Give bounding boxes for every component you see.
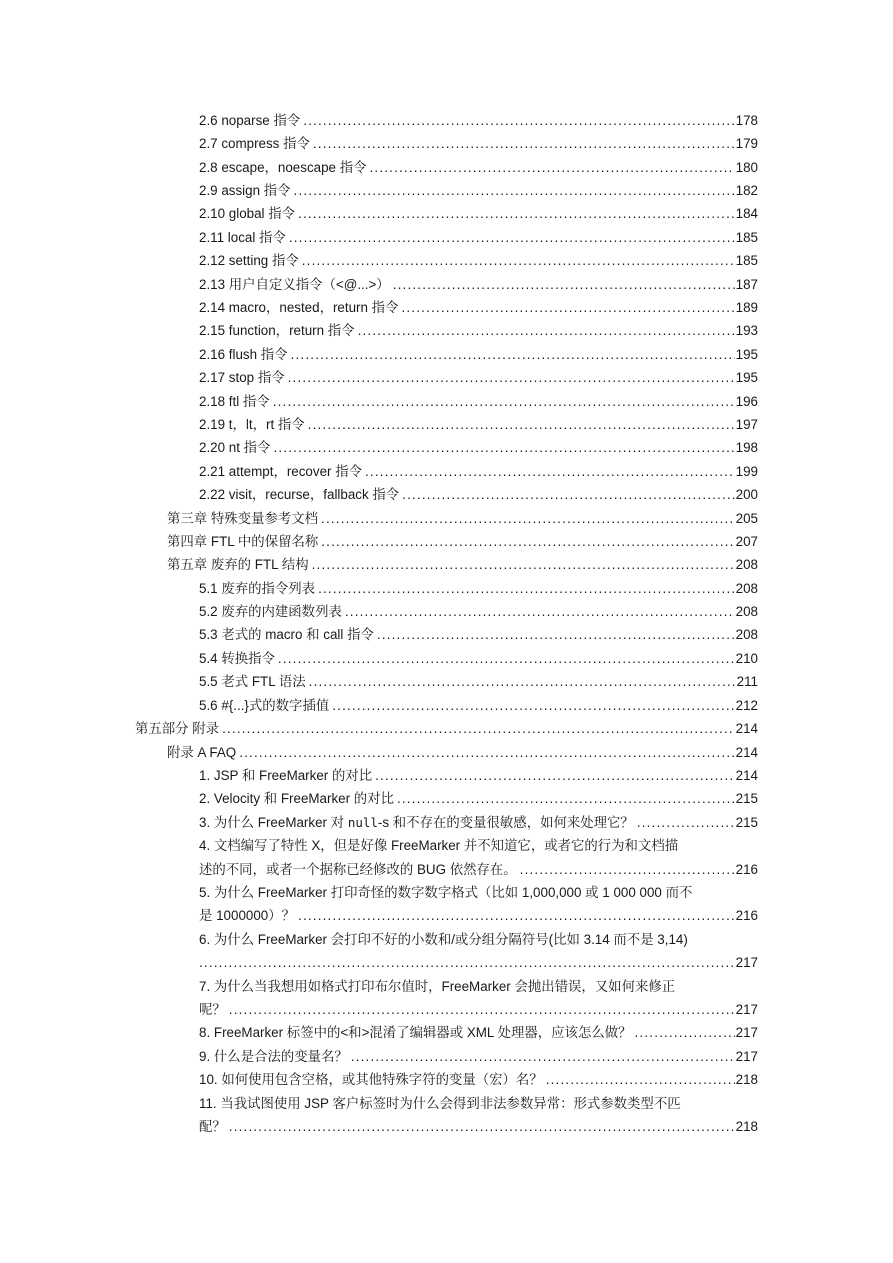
toc-entry-title: 2.22 visit，recurse，fallback 指令	[199, 487, 400, 502]
toc-entry-title: 5.5 老式 FTL 语法	[199, 674, 306, 689]
toc-entry-page: 211	[736, 674, 758, 689]
dot-leader	[222, 720, 735, 738]
dot-leader	[358, 322, 735, 340]
title-part: -s 和不存在的变量很敏感，如何来处理它？	[377, 815, 634, 830]
toc-entry[interactable]	[199, 599, 758, 621]
toc-entry-title: 第三章 特殊变量参考文档	[167, 511, 319, 526]
toc-entry-title: 5.6 #{...}式的数字插值	[199, 698, 330, 713]
toc-entry[interactable]	[199, 903, 758, 925]
toc-entry-page: 217	[735, 955, 758, 970]
toc-entry-page: 189	[735, 300, 758, 315]
toc-entry[interactable]	[199, 342, 758, 364]
toc-entry-page: 185	[735, 230, 758, 245]
toc-entry-title: 2.20 nt 指令	[199, 440, 271, 455]
dot-leader	[302, 252, 735, 270]
toc-entry[interactable]	[199, 763, 758, 785]
dot-leader	[332, 697, 734, 715]
toc-entry-page: 195	[735, 370, 758, 385]
toc-chapter[interactable]	[167, 740, 758, 762]
dot-leader	[273, 393, 735, 411]
toc-entry-title: 述的不同，或者一个据称已经修改的 BUG 依然存在。	[199, 862, 517, 877]
toc-entry-page: 200	[735, 487, 758, 502]
dot-leader	[298, 907, 735, 925]
toc-entry[interactable]	[199, 997, 758, 1019]
dot-leader	[288, 369, 735, 387]
toc-entry-page: 205	[735, 511, 758, 526]
toc-entry-title: 2.10 global 指令	[199, 206, 296, 221]
toc-entry[interactable]	[199, 131, 758, 153]
toc-entry-page: 215	[735, 791, 758, 806]
dot-leader	[313, 135, 735, 153]
dot-leader	[393, 276, 735, 294]
dot-leader	[273, 439, 734, 457]
toc-entry-page: 199	[735, 464, 758, 479]
toc-entry-page: 179	[735, 136, 758, 151]
toc-entry-page: 187	[735, 277, 758, 292]
toc-entry-title: 2.15 function，return 指令	[199, 323, 355, 338]
toc-entry-title: 5.4 转换指令	[199, 651, 275, 666]
toc-entry-page: 214	[735, 745, 758, 760]
toc-entry-page: 216	[735, 908, 758, 923]
toc-entry-page: 193	[735, 323, 758, 338]
toc-entry-title: 2.12 setting 指令	[199, 253, 299, 268]
toc-entry-title: 附录 A FAQ	[167, 745, 237, 760]
toc-entry[interactable]	[199, 693, 758, 715]
dot-leader	[377, 626, 735, 644]
toc-entry-page: 217	[735, 1049, 758, 1064]
toc-entry-title: 2.8 escape，noescape 指令	[199, 160, 367, 175]
dot-leader	[289, 229, 735, 247]
toc-entry[interactable]	[199, 201, 758, 223]
toc-entry-title: 2.17 stop 指令	[199, 370, 285, 385]
toc-entry-page: 208	[735, 604, 758, 619]
toc-entry-page: 182	[735, 183, 758, 198]
dot-leader	[298, 205, 735, 223]
dot-leader	[402, 486, 734, 504]
toc-entry-page: 214	[735, 721, 758, 736]
toc-entry[interactable]	[199, 576, 758, 598]
toc-entry[interactable]	[199, 459, 758, 481]
dot-leader	[309, 673, 736, 691]
toc-entry[interactable]	[199, 435, 758, 457]
dot-leader	[278, 650, 735, 668]
toc-entry-page: 217	[735, 1025, 758, 1040]
toc-entry-first-line: 11. 当我试图使用 JSP 客户标签时为什么会得到非法参数异常：形式参数类型不匹	[199, 1096, 681, 1111]
toc-entry-page: 195	[735, 347, 758, 362]
dot-leader	[229, 1118, 735, 1136]
toc-entry[interactable]	[199, 1114, 758, 1136]
toc-entry[interactable]	[199, 178, 758, 200]
toc-entry-title: 第五部分 附录	[135, 721, 220, 736]
toc-entry[interactable]	[199, 482, 758, 504]
toc-entry-page: 214	[735, 768, 758, 783]
dot-leader	[312, 556, 735, 574]
dot-leader	[318, 580, 735, 598]
toc-entry-title: 2.11 local 指令	[199, 230, 286, 245]
toc-entry-title	[199, 814, 637, 832]
toc-entry-title: 2.6 noparse 指令	[199, 113, 301, 128]
dot-leader	[199, 954, 735, 972]
toc-entry[interactable]	[199, 295, 758, 317]
toc-entry-title: 配？	[199, 1119, 226, 1134]
dot-leader	[345, 603, 735, 621]
toc-entry-title: 2.7 compress 指令	[199, 136, 310, 151]
toc-entry-title: 2. Velocity 和 FreeMarker 的对比	[199, 791, 394, 806]
toc-entry[interactable]	[199, 365, 758, 387]
toc-entry-first-line: 5. 为什么 FreeMarker 打印奇怪的数字数字格式（比如 1,000,000 或 1 000 000 而不	[199, 885, 693, 900]
dot-leader	[239, 744, 734, 762]
title-part: 3. 为什么 FreeMarker 对	[199, 815, 348, 830]
dot-leader	[369, 159, 734, 177]
dot-leader	[291, 346, 735, 364]
toc-entry-title: 2.14 macro，nested，return 指令	[199, 300, 399, 315]
toc-entry-title: 2.13 用户自定义指令（<@...>）	[199, 277, 390, 292]
toc-entry-title: 2.18 ftl 指令	[199, 394, 270, 409]
toc-entry[interactable]	[199, 810, 758, 832]
toc-entry-page: 178	[735, 113, 758, 128]
toc-entry-page: 207	[735, 534, 758, 549]
toc-entry-title: 是 1000000）？	[199, 908, 296, 923]
toc-entry[interactable]	[199, 1044, 758, 1066]
toc-entry-title: 10. 如何使用包含空格，或其他特殊字符的变量（宏）名？	[199, 1072, 543, 1087]
dot-leader	[546, 1071, 735, 1089]
toc-entry-page: 215	[735, 815, 758, 830]
toc-entry[interactable]	[199, 857, 758, 879]
dot-leader	[303, 112, 734, 130]
toc-entry-page: 212	[735, 698, 758, 713]
code-null: null	[347, 815, 378, 830]
toc-entry-title: 9. 什么是合法的变量名？	[199, 1049, 348, 1064]
toc-entry[interactable]	[199, 412, 758, 434]
toc-entry-first-line: 6. 为什么 FreeMarker 会打印不好的小数和/或分组分隔符号(比如 3.14 而不是 3,14)	[199, 932, 688, 947]
toc-entry[interactable]	[199, 248, 758, 270]
toc-entry-title: 第四章 FTL 中的保留名称	[167, 534, 319, 549]
toc-entry-page: 216	[735, 862, 758, 877]
dot-leader	[308, 416, 735, 434]
dot-leader	[375, 767, 735, 785]
toc-entry-page: 180	[735, 160, 758, 175]
toc-entry[interactable]	[199, 318, 758, 340]
toc-entry-title: 5.1 废弃的指令列表	[199, 581, 316, 596]
toc-entry-page: 184	[735, 206, 758, 221]
toc-entry-page: 218	[735, 1072, 758, 1087]
toc-entry[interactable]	[199, 950, 758, 972]
toc-entry-title: 8. FreeMarker 标签中的<和>混淆了编辑器或 XML 处理器，应该怎么做？	[199, 1025, 632, 1040]
dot-leader	[637, 814, 735, 832]
toc-chapter[interactable]	[167, 529, 758, 551]
toc-chapter[interactable]	[167, 552, 758, 574]
toc-entry-page: 197	[735, 417, 758, 432]
toc-entry[interactable]	[199, 622, 758, 644]
toc-entry[interactable]	[199, 1020, 758, 1042]
toc-entry-page: 198	[735, 440, 758, 455]
toc-entry-page: 217	[735, 1002, 758, 1017]
toc-entry-title: 2.9 assign 指令	[199, 183, 291, 198]
dot-leader	[294, 182, 735, 200]
dot-leader	[351, 1048, 735, 1066]
dot-leader	[397, 790, 735, 808]
toc-entry[interactable]	[199, 225, 758, 247]
toc-entry-title: 2.19 t，lt，rt 指令	[199, 417, 305, 432]
toc-entry-title: 2.16 flush 指令	[199, 347, 288, 362]
dot-leader	[365, 463, 735, 481]
dot-leader	[229, 1001, 735, 1019]
toc-entry[interactable]	[199, 646, 758, 668]
toc-entry[interactable]	[199, 389, 758, 411]
toc-entry-page: 210	[735, 651, 758, 666]
toc-entry[interactable]	[199, 108, 758, 130]
dot-leader	[321, 533, 734, 551]
toc-entry-first-line: 7. 为什么当我想用如格式打印布尔值时，FreeMarker 会抛出错误，又如何来修正	[199, 979, 676, 994]
toc-entry-title: 5.3 老式的 macro 和 call 指令	[199, 627, 374, 642]
toc-entry[interactable]	[199, 155, 758, 177]
toc-entry[interactable]	[199, 786, 758, 808]
toc-entry-title: 5.2 废弃的内建函数列表	[199, 604, 342, 619]
toc-entry-page: 185	[735, 253, 758, 268]
toc-entry-page: 208	[735, 581, 758, 596]
toc-part[interactable]	[135, 716, 758, 738]
toc-entry-title: 1. JSP 和 FreeMarker 的对比	[199, 768, 373, 783]
toc-entry-page: 208	[735, 557, 758, 572]
toc-entry-page: 218	[735, 1119, 758, 1134]
toc-entry-title: 第五章 废弃的 FTL 结构	[167, 557, 309, 572]
dot-leader	[635, 1024, 735, 1042]
toc-entry[interactable]	[199, 272, 758, 294]
toc-entry[interactable]	[199, 1067, 758, 1089]
toc-entry-title: 2.21 attempt，recover 指令	[199, 464, 362, 479]
dot-leader	[401, 299, 734, 317]
dot-leader	[321, 510, 735, 528]
toc-entry[interactable]	[199, 669, 758, 691]
toc-entry-first-line: 4. 文档编写了特性 X，但是好像 FreeMarker 并不知道它，或者它的行为和文档描	[199, 838, 679, 853]
toc-entry-title: 呢？	[199, 1002, 226, 1017]
toc-entry-page: 196	[735, 394, 758, 409]
toc-entry-page: 208	[735, 627, 758, 642]
toc-chapter[interactable]	[167, 506, 758, 528]
dot-leader	[520, 861, 735, 879]
